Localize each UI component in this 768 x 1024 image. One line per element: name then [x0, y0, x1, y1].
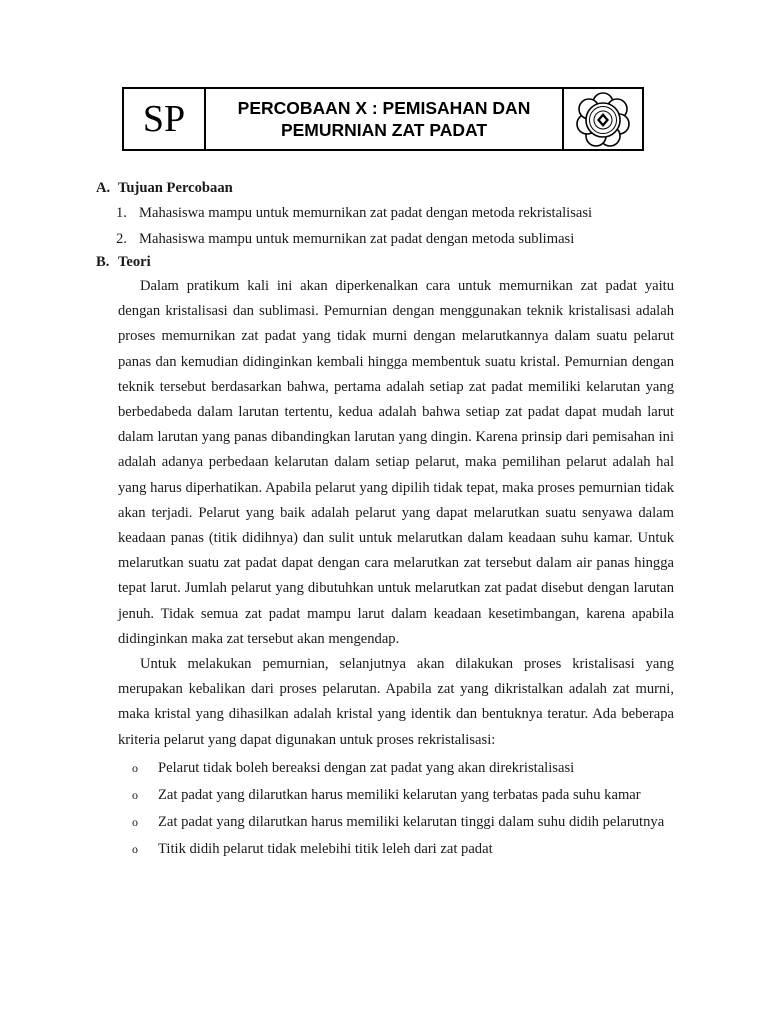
- objectives-list: [96, 200, 674, 252]
- document-body: [96, 176, 674, 863]
- header-title: [206, 89, 564, 149]
- section-b-title: Teori: [118, 254, 151, 270]
- list-item: o Zat padat yang dilarutkan harus memiliki kelarutan tinggi dalam suhu didih pelarutnya: [96, 809, 674, 835]
- header-title-line1: PERCOBAAN X : PEMISAHAN DAN: [237, 98, 531, 118]
- list-item: 1. Mahasiswa mampu untuk memurnikan zat padat dengan metoda rekristalisasi: [116, 205, 593, 221]
- list-item: o Zat padat yang dilarutkan harus memiliki kelarutan yang terbatas pada suhu kamar: [96, 782, 674, 808]
- section-a-heading: [96, 176, 674, 200]
- section-b-letter: B.: [96, 254, 110, 270]
- header-code: SP: [124, 89, 206, 149]
- theory-paragraph: Untuk melakukan pemurnian, selanjutnya akan dilakukan proses kristalisasi yang merupakan kebalikan dari proses pelarutan. Apabila zat yang dikristalkan adalah zat murni, maka kristal yang dihasilkan adalah kristal yang identik dan bentuknya teratur. Ada beberapa kriteria pelarut yang dapat digunakan untuk proses rekristalisasi:: [118, 656, 674, 748]
- bullet-marker: o: [132, 787, 138, 802]
- section-a-letter: A.: [96, 180, 111, 196]
- list-item: 2. Mahasiswa mampu untuk memurnikan zat padat dengan metoda sublimasi: [116, 231, 575, 247]
- header-logo: [564, 89, 642, 149]
- list-item: o Pelarut tidak boleh bereaksi dengan zat padat yang akan direkristalisasi: [96, 755, 674, 781]
- section-a-title: Tujuan Percobaan: [118, 180, 233, 196]
- theory-paragraph: Dalam pratikum kali ini akan diperkenalkan cara untuk memurnikan zat padat yaitu dengan kristalisasi dan sublimasi. Pemurnian dengan menggunakan teknik kristalisasi adalah proses memurnikan zat padat yang tidak murni dengan melarutkannya dalam suatu pelarut panas dan kemudian didinginkan kembali hingga membentuk suatu kristal. Pemurnian dengan teknik tersebut berdasarkan bahwa, pertama adalah setiap zat padat memiliki kelarutan yang berbedabeda dalam larutan tertentu, kedua adalah bahwa setiap zat padat dapat mudah larut dalam larutan yang panas dibandingkan larutan yang dingin. Karena prinsip dari pemisahan ini adalah adanya perbedaan kelarutan dalam setiap pelarut, maka pemilihan pelarut adalah hal yang harus diperhatikan. Apabila pelarut yang dipilih tidak tepat, maka proses pemurnian tidak akan terjadi. Pelarut yang baik adalah pelarut yang dapat melarutkan suatu senyawa dalam keadaan panas (titik didihnya) dan sulit untuk melarutkan dalam keadaan suhu kamar. Untuk melarutkan suatu zat padat dapat dengan cara melarutkan zat tersebut dalam air panas hingga tepat larut. Jumlah pelarut yang dibutuhkan untuk melarutkan zat padat disebut dengan larutan jenuh. Tidak semua zat padat mampu larut dalam keadaan kesetimbangan, karena apabila didinginkan maka zat tersebut akan mengendap.: [118, 278, 674, 647]
- bullet-marker: o: [132, 760, 138, 775]
- section-b-heading: [96, 250, 674, 274]
- bullet-marker: o: [132, 814, 138, 829]
- document-header: [122, 87, 644, 151]
- university-seal-icon: [575, 91, 631, 147]
- list-item: o Titik didih pelarut tidak melebihi titik leleh dari zat padat: [96, 836, 674, 862]
- header-title-line2: PEMURNIAN ZAT PADAT: [280, 120, 488, 140]
- bullet-marker: o: [132, 841, 138, 856]
- solvent-criteria-list: [96, 755, 674, 862]
